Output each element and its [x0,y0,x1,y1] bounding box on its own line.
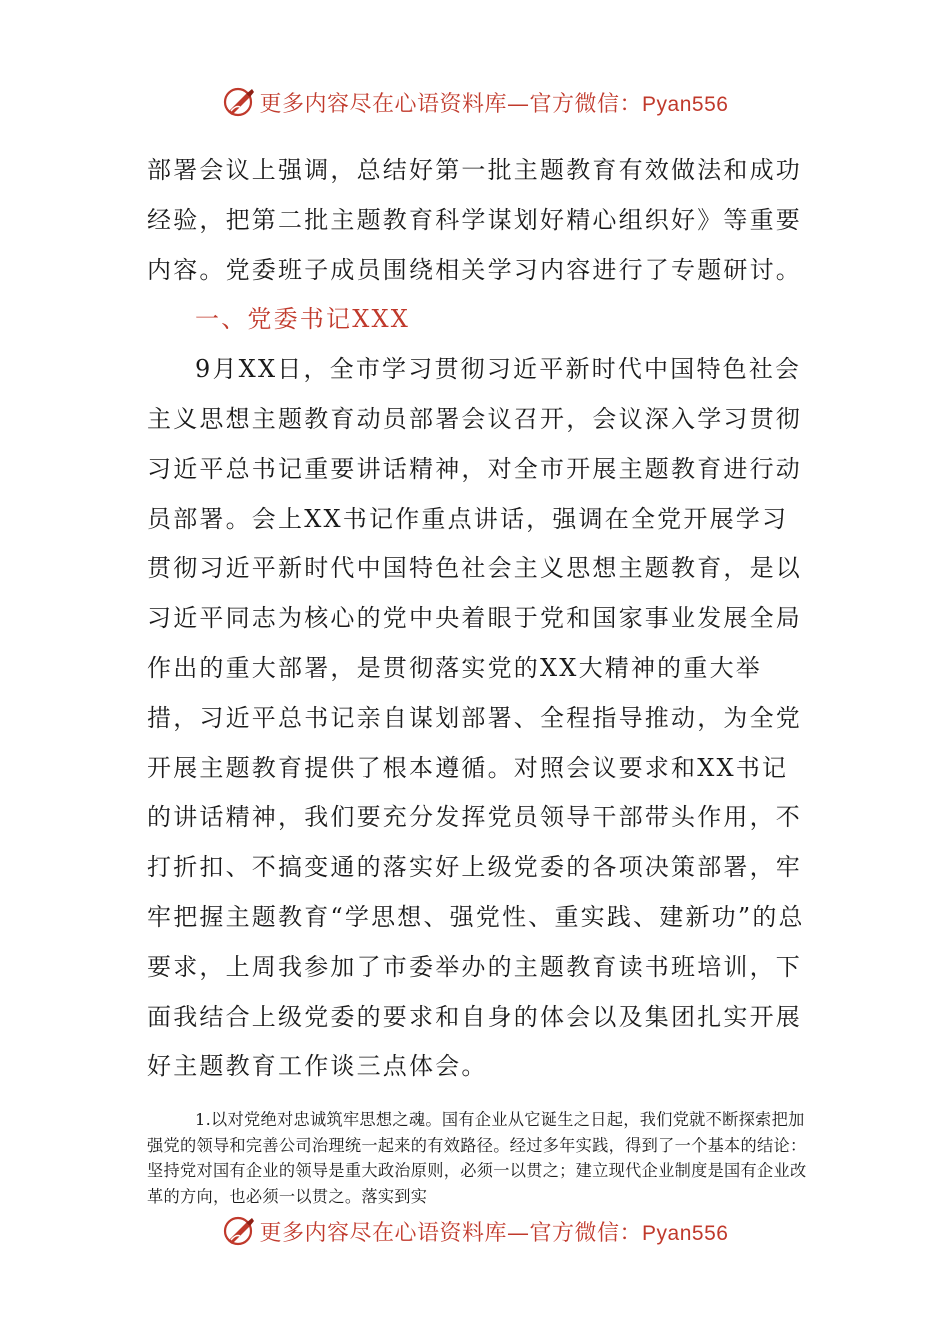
wechat-id: Pyan556 [642,1221,729,1245]
document-body [147,146,807,1092]
pen-logo-icon [222,1214,256,1248]
footer-banner [0,1211,950,1251]
paragraph-continuation: 部署会议上强调，总结好第一批主题教育有效做法和成功经验，把第二批主题教育科学谋划好精心组织好》等重要内容。党委班子成员围绕相关学习内容进行了专题研讨。 [147,156,802,284]
pen-logo-icon [222,85,256,119]
paragraph-small: 1.以对党绝对忠诚筑牢思想之魂。国有企业从它诞生之日起，我们党就不断探索把加强党的领导和完善公司治理统一起来的有效路径。经过多年实践，得到了一个基本的结论：坚持党对国有企业的领导是重大政治原则，必须一以贯之；建立现代企业制度是国有企业改革的方向，也必须一以贯之。落实到实 [147,1110,807,1206]
wechat-id: Pyan556 [642,92,729,116]
banner-text: 更多内容尽在心语资料库—官方微信：Pyan556 [259,91,729,117]
paragraph-main: 9月XX日，全市学习贯彻习近平新时代中国特色社会主义思想主题教育动员部署会议召开，会议深入学习贯彻习近平总书记重要讲话精神，对全市开展主题教育进行动员部署。会上XX书记作重点讲话，强调在全党开展学习贯彻习近平新时代中国特色社会主义思想主题教育，是以习近平同志为核心的党中央着眼于党和国家事业发展全局作出的重大部署，是贯彻落实党的XX大精神的重大举措，习近平总书记亲自谋划部署、全程指导推动，为全党开展主题教育提供了根本遵循。对照会议要求和XX书记的讲话精神，我们要充分发挥党员领导干部带头作用，不打折扣、不搞变通的落实好上级党委的各项决策部署，牢牢把握主题教育“学思想、强党性、重实践、建新功”的总要求，上周我参加了市委举办的主题教育读书班培训，下面我结合上级党委的要求和自身的体会以及集团扎实开展好主题教育工作谈三点体会。 [147,355,805,1081]
section-heading: 一、党委书记XXX [195,305,411,334]
banner-text: 更多内容尽在心语资料库—官方微信：Pyan556 [259,1220,729,1246]
header-banner [0,82,950,122]
